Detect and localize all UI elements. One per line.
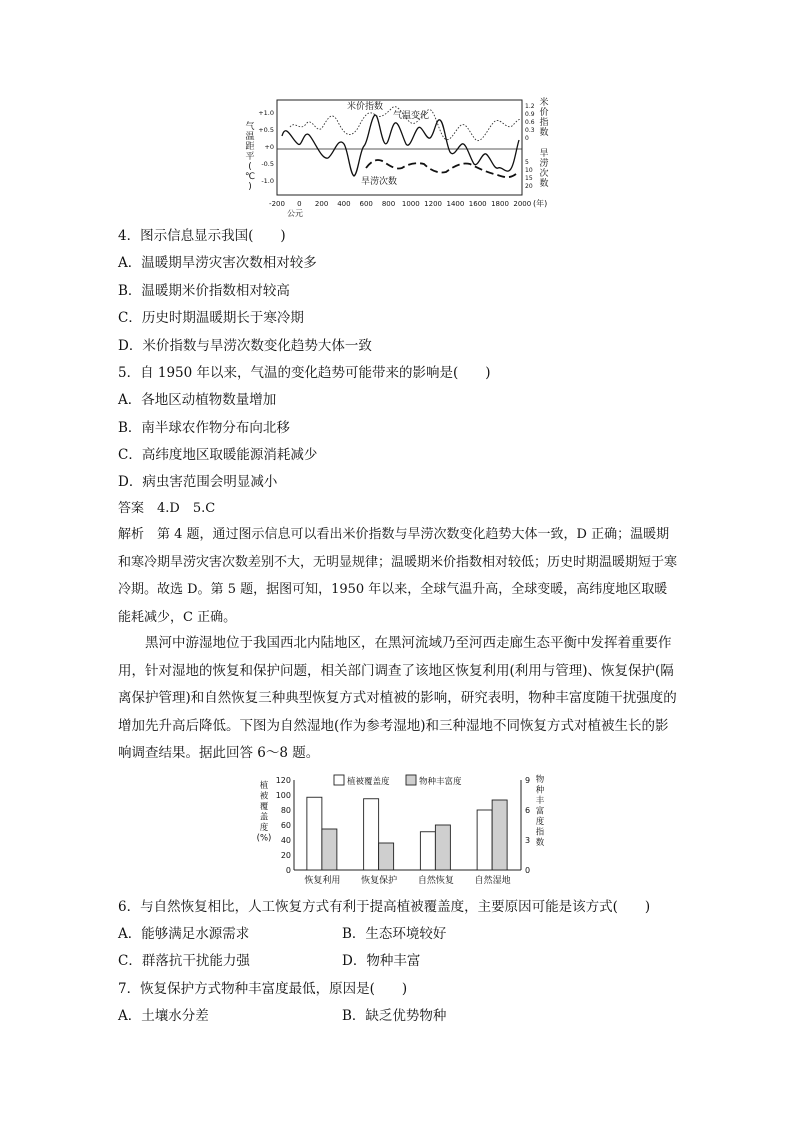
x-tick-label: 1400 [446, 200, 465, 208]
right-axis-label-flood-char: 旱 [539, 149, 549, 159]
y-tick-label: 20 [280, 851, 291, 860]
right-tick-flood: 5 [525, 159, 529, 166]
y2-axis-label-char: 物 [535, 775, 545, 785]
x-tick-label: 0 [297, 200, 302, 208]
left-axis-label-char: ℃ [244, 172, 256, 182]
right-axis-label-rice-char: 数 [539, 128, 549, 138]
bar-richness [492, 800, 507, 870]
temperature-line [282, 115, 519, 176]
right-axis-label-rice-char: 指 [539, 118, 549, 128]
x-tick-label: -200 [269, 200, 285, 208]
x-sub-label: 公元 [287, 209, 303, 218]
y2-axis-label-char: 富 [535, 806, 545, 817]
q4-stem: 4．图示信息显示我国( ) [118, 228, 286, 244]
q6-stem: 6．与自然恢复相比，人工恢复方式有利于提高植被覆盖度，主要原因可能是该方式( ) [118, 899, 651, 915]
y-axis-label-char: 被 [259, 791, 269, 802]
y2-axis-label-char: 指 [535, 827, 545, 838]
x-unit: (年) [533, 199, 548, 208]
q5-option-c: C．高纬度地区取暖能源消耗减少 [118, 447, 318, 463]
q6-option-c: C．群落抗干扰能力强 [118, 953, 250, 969]
y2-axis-label-char: 数 [535, 838, 545, 848]
right-tick-rice: 0 [525, 135, 529, 142]
y2-tick-label: 3 [525, 836, 531, 845]
right-tick-rice: 0.9 [525, 111, 535, 118]
right-axis-label-rice-char: 价 [539, 108, 549, 118]
y2-axis-label-char: 度 [535, 817, 545, 827]
x-tick-label: 200 [314, 200, 329, 208]
q7-stem: 7．恢复保护方式物种丰富度最低，原因是( ) [118, 981, 408, 997]
flood-count-line [366, 160, 516, 177]
right-tick-rice: 0.3 [525, 127, 535, 134]
y-axis-label-char: (%) [256, 833, 272, 844]
bar-coverage [364, 799, 379, 870]
bar-coverage [420, 832, 435, 870]
y2-axis-label-char: 丰 [535, 796, 545, 806]
category-label: 恢复利用 [304, 876, 341, 886]
q5-stem: 5．自 1950 年以来，气温的变化趋势可能带来的影响是( ) [118, 365, 491, 381]
left-axis-label-char: 距 [245, 142, 255, 152]
climate-chart [240, 92, 570, 222]
y2-tick-label: 9 [525, 776, 531, 785]
right-axis-label-flood-char: 次 [539, 169, 549, 179]
left-tick-label: -1.0 [261, 177, 274, 185]
right-tick-flood: 20 [525, 183, 533, 190]
x-tick-label: 1200 [424, 200, 443, 208]
q7-option-b: B．缺乏优势物种 [342, 1008, 447, 1024]
q5-option-b: B．南半球农作物分布向北移 [118, 420, 290, 436]
category-label: 自然湿地 [474, 876, 511, 886]
left-axis-label-char: 气 [245, 122, 255, 132]
x-tick-label: 1000 [401, 200, 420, 208]
x-tick-label: 2000 [513, 200, 532, 208]
q4-option-d: D．米价指数与旱涝次数变化趋势大体一致 [118, 338, 372, 354]
left-tick-label: +1.0 [258, 109, 274, 117]
left-axis-label-char: ) [248, 182, 252, 192]
bar-richness [435, 825, 450, 870]
x-tick-label: 1800 [491, 200, 509, 208]
left-tick-label: +0.5 [258, 126, 274, 134]
x-tick-label: 600 [359, 200, 373, 208]
right-axis-label-flood-char: 涝 [539, 159, 549, 169]
y-axis-label-char: 覆 [259, 802, 269, 812]
q6-option-b: B．生态环境较好 [342, 926, 447, 942]
right-tick-rice: 0.6 [525, 119, 535, 126]
bar-richness [379, 843, 394, 870]
q7-option-a: A．土壤水分差 [118, 1008, 209, 1024]
x-tick-label: 1600 [468, 200, 487, 208]
right-axis-label-flood-char: 数 [539, 179, 549, 189]
right-axis-label-rice-char: 米 [539, 98, 549, 108]
category-label: 恢复保护 [361, 876, 398, 886]
left-axis-label-char: ( [248, 162, 252, 172]
analysis: 解析 第 4 题，通过图示信息可以看出米价指数与旱涝次数变化趋势大体一致，D 正确；温暖期和寒冷期旱涝灾害次数差别不大，无明显规律；温暖期米价指数相对较低；历史时期温暖期短于寒冷期。故选 D。第 5 题，据图可知，1950 年以来，全球气温升高，全球变暖，高纬度地区取暖能耗减少，C 正确。 [118, 527, 678, 625]
legend-label-richness: 物种丰富度 [419, 777, 462, 787]
y-axis-label-char: 盖 [259, 812, 269, 823]
right-tick-flood: 15 [525, 175, 533, 182]
y-tick-label: 40 [280, 836, 291, 845]
left-axis-label-char: 温 [245, 132, 255, 142]
y-axis-label-char: 植 [259, 781, 269, 791]
wetland-bar-chart [250, 770, 550, 888]
q5-option-a: A．各地区动植物数量增加 [118, 392, 277, 408]
intro-paragraph: 黑河中游湿地位于我国西北内陆地区，在黑河流域乃至河西走廊生态平衡中发挥着重要作用，针对湿地的恢复和保护问题，相关部门调查了该地区恢复利用(利用与管理)、恢复保护(隔离保护管理)和自然恢复三种典型恢复方式对植被的影响，研究表明，物种丰富度随干扰强度的增加先升高后降低。下图为自然湿地(作为参考湿地)和三种湿地不同恢复方式对植被生长的影响调查结果。据此回答 6～8 题。 [118, 635, 677, 761]
y2-tick-label: 0 [525, 866, 531, 875]
y-tick-label: 0 [285, 866, 291, 875]
y-tick-label: 80 [280, 806, 291, 815]
bar-coverage [477, 810, 492, 870]
legend-swatch-richness [406, 775, 416, 785]
legend-label-coverage: 植被覆盖度 [347, 777, 390, 787]
temperature-label: 气温变化 [393, 111, 430, 121]
left-axis-label-char: 平 [245, 152, 255, 162]
q6-option-a: A．能够满足水源需求 [118, 926, 250, 942]
bar-richness [322, 829, 337, 870]
y-tick-label: 100 [275, 791, 291, 800]
rice-price-label: 米价指数 [347, 102, 384, 112]
y2-axis-label-char: 种 [535, 785, 545, 796]
y-tick-label: 120 [275, 776, 291, 785]
category-label: 自然恢复 [417, 876, 454, 886]
right-tick-rice: 1.2 [525, 103, 535, 110]
q4-option-a: A．温暖期旱涝灾害次数相对较多 [118, 255, 317, 271]
x-tick-label: 800 [381, 200, 396, 208]
flood-count-label: 旱涝次数 [361, 177, 398, 187]
y2-tick-label: 6 [525, 806, 531, 815]
q4-option-c: C．历史时期温暖期长于寒冷期 [118, 310, 304, 326]
y-axis-label-char: 度 [259, 823, 269, 833]
left-tick-label: -0.5 [261, 160, 274, 168]
x-tick-label: 400 [337, 200, 351, 208]
q6-option-d: D．物种丰富 [342, 953, 421, 969]
bar-coverage [307, 797, 322, 870]
legend-swatch-coverage [334, 775, 344, 785]
chart-legend [334, 775, 462, 787]
q4-option-b: B．温暖期米价指数相对较高 [118, 283, 290, 299]
left-tick-label: +0 [264, 143, 274, 151]
q5-option-d: D．病虫害范围会明显减小 [118, 474, 278, 490]
right-tick-flood: 10 [525, 167, 533, 174]
answer: 答案 4.D 5.C [118, 501, 216, 516]
y-tick-label: 60 [280, 821, 291, 830]
